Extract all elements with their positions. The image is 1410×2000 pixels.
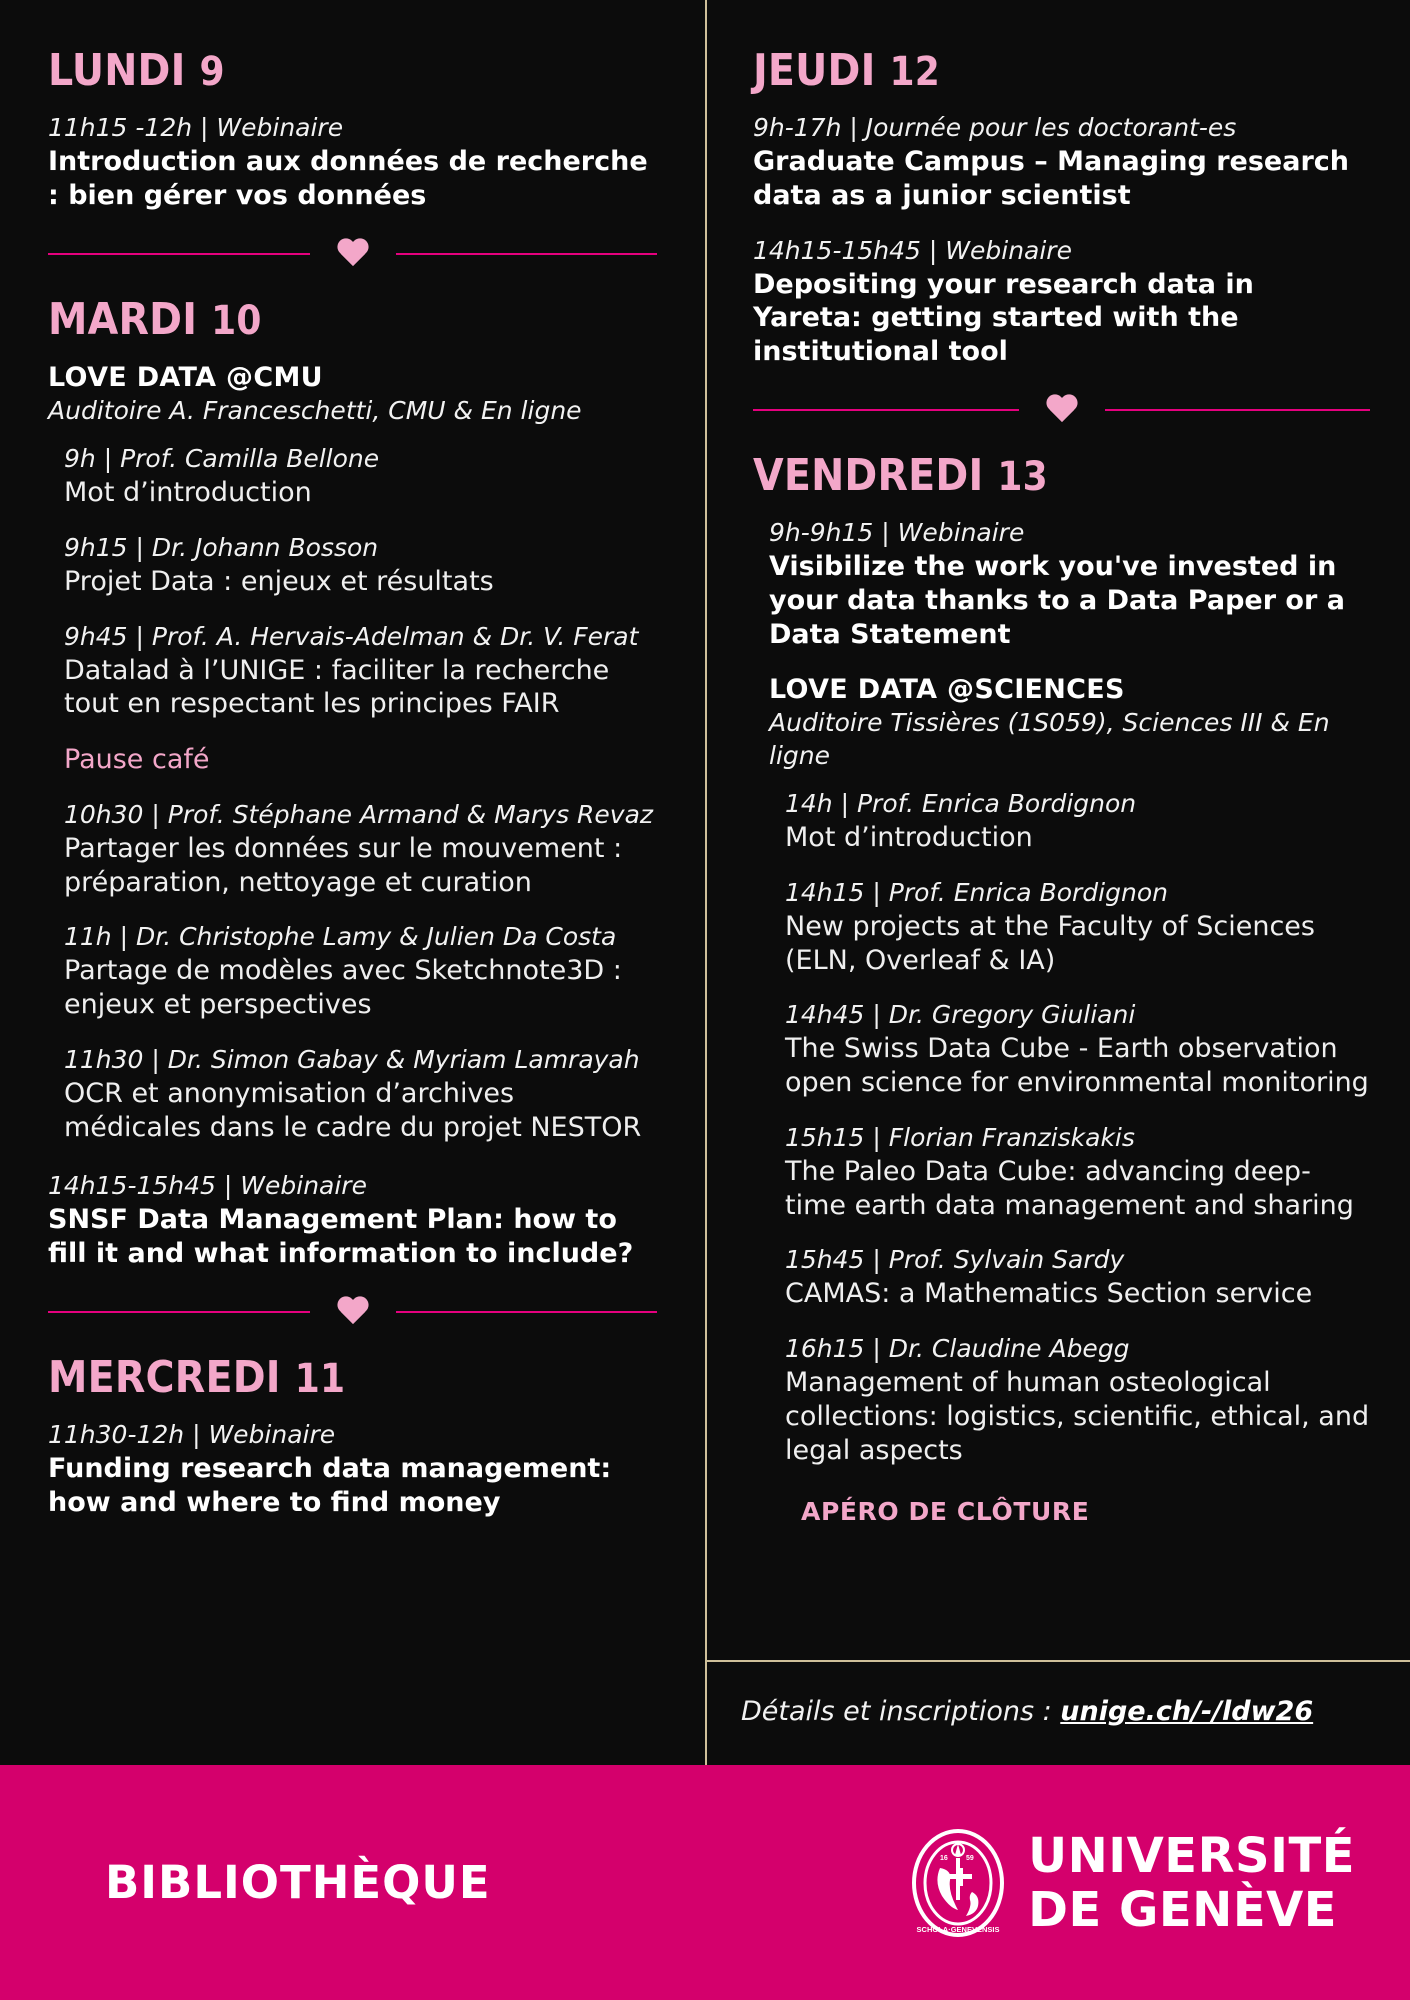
talk-giuliani [785, 999, 1370, 1100]
details-prefix: Détails et inscriptions : [741, 1696, 1061, 1727]
unige-line1: UNIVERSITÉ [1028, 1827, 1355, 1884]
talk-meta: 9h45 | Prof. A. Hervais-Adelman & Dr. V. Ferat [64, 621, 639, 651]
talk-meta: 16h15 | Dr. Claudine Abegg [785, 1334, 1130, 1364]
section-love-data-cmu [48, 361, 657, 427]
talk-title: Partager les données sur le mouvement : préparation, nettoyage et curation [64, 832, 623, 898]
talk-title: The Paleo Data Cube: advancing deep-time earth data management and sharing [785, 1155, 1354, 1221]
talk-title: Partage de modèles avec Sketchnote3D : enjeux et perspectives [64, 955, 622, 1021]
heart-separator-1 [48, 239, 657, 269]
talk-lamy-dacosta [64, 921, 657, 1022]
talk-title: Mot d’introduction [64, 477, 312, 509]
day-heading-mercredi [48, 1351, 657, 1403]
talk-meta: 11h | Dr. Christophe Lamy & Julien Da Costa [64, 922, 617, 952]
talk-meta: 9h15 | Dr. Johann Bosson [64, 532, 379, 562]
section-love-data-sciences [769, 673, 1370, 772]
entry-title: Graduate Campus – Managing research data as a junior scientist [753, 146, 1350, 211]
entry-meta: 14h15-15h45 | Webinaire [48, 1171, 367, 1201]
day-heading-lundi [48, 45, 657, 96]
talk-title: Management of human osteological collections: logistics, scientific, ethical, and legal aspects [785, 1367, 1370, 1466]
day-number: 12 [889, 49, 940, 95]
entry-title: Introduction aux données de recherche : bien gérer vos données [48, 146, 648, 211]
unige-logo [910, 1828, 1355, 1938]
section-venue: Auditoire A. Franceschetti, CMU & En ligne [48, 395, 582, 425]
details-text [707, 1662, 1410, 1727]
separator-line-right [396, 253, 658, 255]
talk-meta: 14h | Prof. Enrica Bordignon [785, 789, 1137, 819]
day-heading-mardi [48, 293, 657, 345]
entry-title: Funding research data management: how and where to find money [48, 1453, 612, 1518]
apero-label: APÉRO DE CLÔTURE [801, 1497, 1090, 1527]
talk-meta: 11h30 | Dr. Simon Gabay & Myriam Lamrayah [64, 1044, 640, 1074]
separator-line-right [396, 1311, 658, 1313]
entry-yareta [753, 235, 1370, 369]
day-number: 9 [199, 49, 225, 95]
separator-line-right [1105, 409, 1371, 411]
talk-bordignon-intro [785, 788, 1370, 855]
talk-title: OCR et anonymisation d’archives médicales dans le cadre du projet NESTOR [64, 1077, 642, 1143]
talk-gabay-lamrayah [64, 1044, 657, 1145]
talk-bordignon-projects [785, 877, 1370, 978]
entry-title: Visibilize the work you've invested in your data thanks to a Data Paper or a Data Statement [769, 551, 1345, 650]
registration-link[interactable]: unige.ch/-/ldw26 [1060, 1696, 1314, 1727]
entry-title: SNSF Data Management Plan: how to fill it and what information to include? [48, 1204, 634, 1270]
entry-meta: 11h15 -12h | Webinaire [48, 113, 344, 143]
section-heading: LOVE DATA @SCIENCES [769, 674, 1125, 706]
entry-lundi-webinaire [48, 112, 657, 213]
separator-line-left [48, 1311, 310, 1313]
svg-text:16: 16 [940, 1854, 948, 1862]
day-heading-jeudi [753, 45, 1370, 96]
unige-crest-icon [910, 1828, 1006, 1938]
entry-meta: 11h30-12h | Webinaire [48, 1420, 336, 1450]
day-name: MERCREDI [48, 1351, 281, 1403]
separator-line-left [48, 253, 310, 255]
pause-label: Pause café [64, 744, 210, 776]
section-heading: LOVE DATA @CMU [48, 361, 323, 393]
day-name: MARDI [48, 293, 198, 345]
heart-icon [1045, 395, 1079, 425]
talk-meta: 14h15 | Prof. Enrica Bordignon [785, 877, 1168, 907]
day-name: LUNDI [48, 45, 186, 96]
right-column [705, 0, 1410, 1765]
talk-title: The Swiss Data Cube - Earth observation open science for environmental monitoring [785, 1033, 1369, 1099]
details-area [707, 1662, 1410, 1767]
left-column [0, 0, 705, 1765]
talk-title: Datalad à l’UNIGE : faciliter la recherche tout en respectant les principes FAIR [64, 654, 610, 720]
day-number: 13 [997, 453, 1048, 500]
entry-meta: 9h-17h | Journée pour les doctorant-es [753, 113, 1237, 143]
svg-text:SCHOLA·GENEVENSIS: SCHOLA·GENEVENSIS [916, 1924, 1000, 1934]
talk-bosson [64, 532, 657, 599]
section-venue: Auditoire Tissières (1S059), Sciences III & En ligne [769, 708, 1330, 770]
heart-icon [336, 239, 370, 269]
talk-title: Mot d’introduction [785, 822, 1033, 854]
entry-meta: 14h15-15h45 | Webinaire [753, 235, 1072, 265]
talk-title: Projet Data : enjeux et résultats [64, 565, 494, 597]
talk-title: New projects at the Faculty of Sciences (ELN, Overleaf & IA) [785, 910, 1315, 976]
day-number: 10 [211, 297, 262, 344]
heart-separator-2 [48, 1297, 657, 1327]
talk-hervais-adelman [64, 621, 657, 722]
talk-pause-cafe [64, 743, 657, 777]
heart-icon [336, 1297, 370, 1327]
unige-line2: DE GENÈVE [1028, 1881, 1338, 1938]
svg-text:59: 59 [966, 1854, 974, 1862]
talk-sardy [785, 1244, 1370, 1311]
talk-abegg [785, 1333, 1370, 1467]
talk-franziskakis [785, 1122, 1370, 1223]
talk-meta: 10h30 | Prof. Stéphane Armand & Marys Revaz [64, 799, 654, 829]
talk-title: CAMAS: a Mathematics Section service [785, 1278, 1313, 1310]
talk-meta: 9h | Prof. Camilla Bellone [64, 444, 380, 474]
entry-mercredi-webinaire [48, 1419, 657, 1520]
talk-meta: 14h45 | Dr. Gregory Giuliani [785, 1000, 1136, 1030]
talk-bellone [64, 443, 657, 510]
day-heading-vendredi [753, 449, 1370, 501]
entry-meta: 9h-9h15 | Webinaire [769, 518, 1025, 548]
footer-bar [0, 1765, 1410, 2000]
heart-separator-3 [753, 395, 1370, 425]
entry-title: Depositing your research data in Yareta: getting started with the institutional tool [753, 268, 1254, 368]
talk-meta: 15h15 | Florian Franziskakis [785, 1122, 1135, 1152]
entry-graduate-campus [753, 112, 1370, 213]
separator-line-left [753, 409, 1019, 411]
day-number: 11 [294, 1355, 346, 1402]
day-name: VENDREDI [753, 449, 984, 501]
talk-armand-revaz [64, 799, 657, 900]
day-name: JEUDI [753, 45, 876, 96]
entry-mardi-webinaire [48, 1170, 657, 1271]
library-label: BIBLIOTHÈQUE [105, 1856, 491, 1909]
talk-meta: 15h45 | Prof. Sylvain Sardy [785, 1245, 1125, 1275]
unige-wordmark [1028, 1827, 1355, 1938]
entry-visibilize [769, 517, 1370, 651]
